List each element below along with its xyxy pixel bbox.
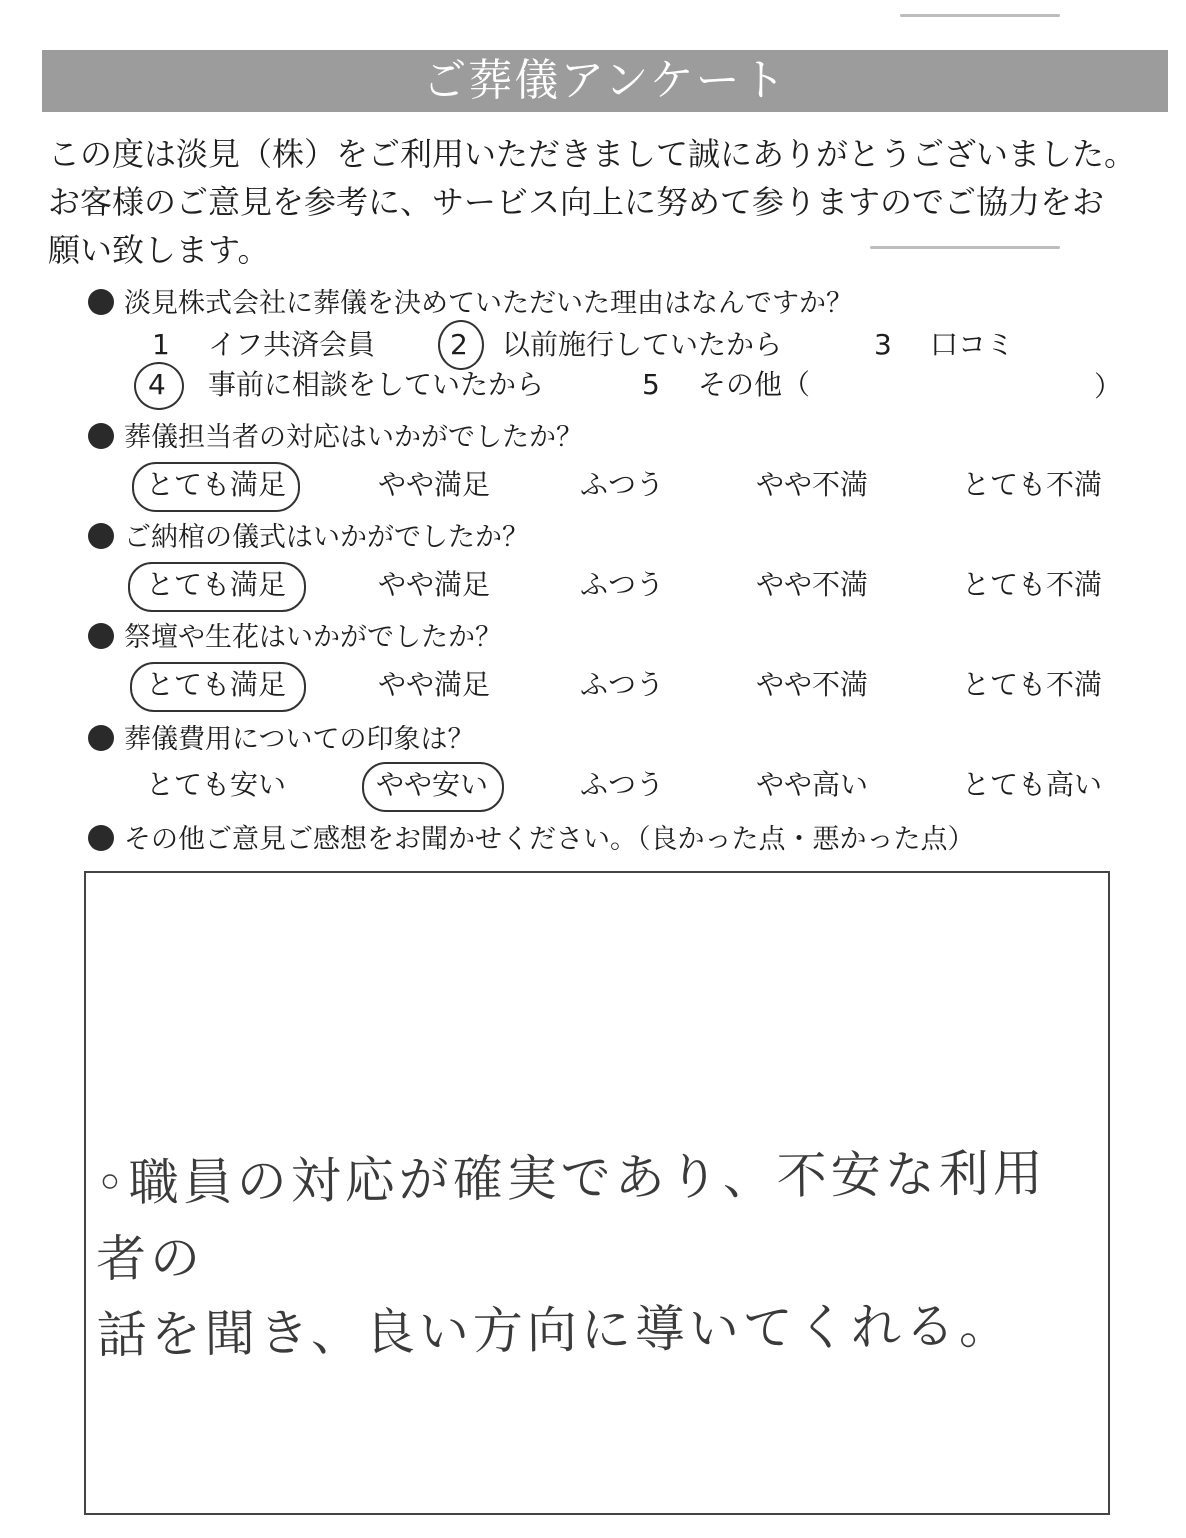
- question-1-label: 淡見株式会社に葬儀を決めていただいた理由はなんですか？: [124, 288, 853, 319]
- q1-option-1-number: 1: [152, 328, 170, 361]
- q3-option-1[interactable]: とても満足: [146, 568, 287, 601]
- question-4: [88, 620, 502, 656]
- question-2-label: 葬儀担当者の対応はいかがでしたか？: [124, 422, 583, 453]
- q5-option-3[interactable]: ふつう: [580, 768, 665, 801]
- q1-option-5-number: 5: [642, 368, 660, 401]
- intro-line: この度は淡見（株）をご利用いただきまして誠にありがとうございました。: [48, 135, 1137, 173]
- page-title: ご葬儀アンケート: [42, 50, 1168, 112]
- q2-option-3[interactable]: ふつう: [580, 468, 665, 501]
- q1-option-3[interactable]: 口コミ: [930, 328, 1015, 361]
- q3-option-3[interactable]: ふつう: [580, 568, 665, 601]
- q4-option-4[interactable]: やや不満: [756, 668, 869, 701]
- handwritten-comment: [95, 1135, 1097, 1373]
- q2-option-5[interactable]: とても不満: [962, 468, 1103, 501]
- q2-option-1[interactable]: とても満足: [146, 468, 287, 501]
- intro-text: [48, 130, 1168, 274]
- comment-line: ◦職員の対応が確実であり、不安な利用者の: [94, 1144, 1047, 1289]
- q2-option-2[interactable]: やや満足: [378, 468, 491, 501]
- q1-option-3-number: 3: [874, 328, 892, 361]
- q5-option-1[interactable]: とても安い: [146, 768, 287, 801]
- q1-option-1[interactable]: イフ共済会員: [208, 328, 376, 361]
- bullet-icon: [88, 523, 114, 549]
- bullet-icon: [88, 423, 114, 449]
- question-6-label: その他ご意見ご感想をお聞かせください。（良かった点・悪かった点）: [124, 824, 975, 855]
- question-4-label: 祭壇や生花はいかがでしたか？: [124, 622, 502, 653]
- q5-option-5[interactable]: とても高い: [962, 768, 1103, 801]
- comment-line: 話を聞き、良い方向に導いてくれる。: [96, 1296, 1014, 1365]
- bullet-icon: [88, 725, 114, 751]
- bullet-icon: [88, 623, 114, 649]
- scan-smudge: [900, 14, 1060, 17]
- q1-close-paren: ）: [1094, 370, 1123, 403]
- q4-option-1[interactable]: とても満足: [146, 668, 287, 701]
- q3-option-5[interactable]: とても不満: [962, 568, 1103, 601]
- q1-option-2-number: 2: [450, 328, 468, 361]
- question-1: [88, 286, 853, 322]
- intro-line: お客様のご意見を参考に、サービス向上に努めて参りますのでご協力をお: [48, 183, 1105, 221]
- q1-option-4-number: 4: [148, 368, 166, 401]
- question-5: [88, 722, 474, 758]
- q4-option-3[interactable]: ふつう: [580, 668, 665, 701]
- question-5-label: 葬儀費用についての印象は？: [124, 724, 475, 755]
- question-3-label: ご納棺の儀式はいかがでしたか？: [124, 522, 529, 553]
- q3-option-2[interactable]: やや満足: [378, 568, 491, 601]
- q1-option-4[interactable]: 事前に相談をしていたから: [208, 368, 545, 401]
- q5-option-4[interactable]: やや高い: [756, 768, 869, 801]
- question-6: [88, 822, 975, 858]
- question-3: [88, 520, 529, 556]
- q2-option-4[interactable]: やや不満: [756, 468, 869, 501]
- q3-option-4[interactable]: やや不満: [756, 568, 869, 601]
- q1-option-5[interactable]: その他（: [698, 368, 811, 401]
- bullet-icon: [88, 825, 114, 851]
- q1-option-2[interactable]: 以前施行していたから: [502, 328, 783, 361]
- q4-option-5[interactable]: とても不満: [962, 668, 1103, 701]
- intro-line: 願い致します。: [48, 231, 270, 269]
- question-2: [88, 420, 583, 456]
- q5-option-2[interactable]: やや安い: [376, 768, 489, 801]
- bullet-icon: [88, 289, 114, 315]
- q4-option-2[interactable]: やや満足: [378, 668, 491, 701]
